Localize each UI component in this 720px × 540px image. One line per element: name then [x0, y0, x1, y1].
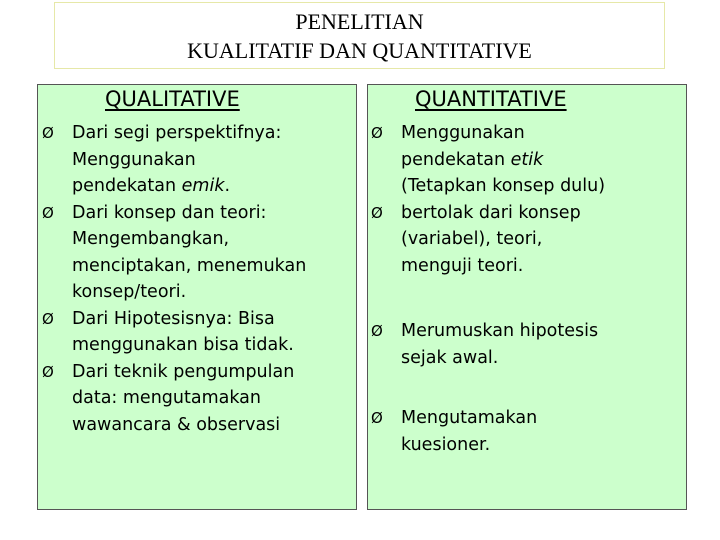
- qualitative-heading: QUALITATIVE: [105, 87, 240, 111]
- quantitative-list-b: [371, 318, 598, 371]
- list-item: Ø Dari konsep dan teori: Mengembangkan, menciptakan, menemukan konsep/teori.: [42, 200, 306, 306]
- quantitative-list-c: [371, 405, 537, 458]
- quantitative-heading: QUANTITATIVE: [415, 87, 567, 111]
- list-item: Ø Mengutamakan kuesioner.: [371, 405, 537, 458]
- list-item: Ø Menggunakan pendekatan etik (Tetapkan konsep dulu): [371, 120, 605, 200]
- qualitative-panel: [37, 84, 357, 510]
- list-item: Ø Dari teknik pengumpulan data: mengutamakan wawancara & observasi: [42, 359, 306, 439]
- arrow-bullet-icon: Ø: [371, 203, 383, 222]
- list-item: Ø Dari segi perspektifnya: Menggunakan pendekatan emik.: [42, 120, 306, 200]
- list-item: Ø bertolak dari konsep (variabel), teori, menguji teori.: [371, 200, 605, 280]
- title-line-2: KUALITATIF DAN QUANTITATIVE: [187, 37, 532, 63]
- title-box: [54, 2, 665, 69]
- arrow-bullet-icon: Ø: [42, 362, 54, 381]
- qualitative-list: [42, 120, 306, 438]
- title-line-1: PENELITIAN: [295, 8, 424, 34]
- list-item: Ø Dari Hipotesisnya: Bisa menggunakan bisa tidak.: [42, 306, 306, 359]
- arrow-bullet-icon: Ø: [371, 409, 383, 427]
- arrow-bullet-icon: Ø: [42, 203, 54, 222]
- arrow-bullet-icon: Ø: [42, 309, 54, 328]
- arrow-bullet-icon: Ø: [42, 124, 54, 142]
- quantitative-list-a: [371, 120, 605, 279]
- arrow-bullet-icon: Ø: [371, 124, 383, 142]
- arrow-bullet-icon: Ø: [371, 322, 383, 340]
- list-item: Ø Merumuskan hipotesis sejak awal.: [371, 318, 598, 371]
- quantitative-panel: [367, 84, 687, 510]
